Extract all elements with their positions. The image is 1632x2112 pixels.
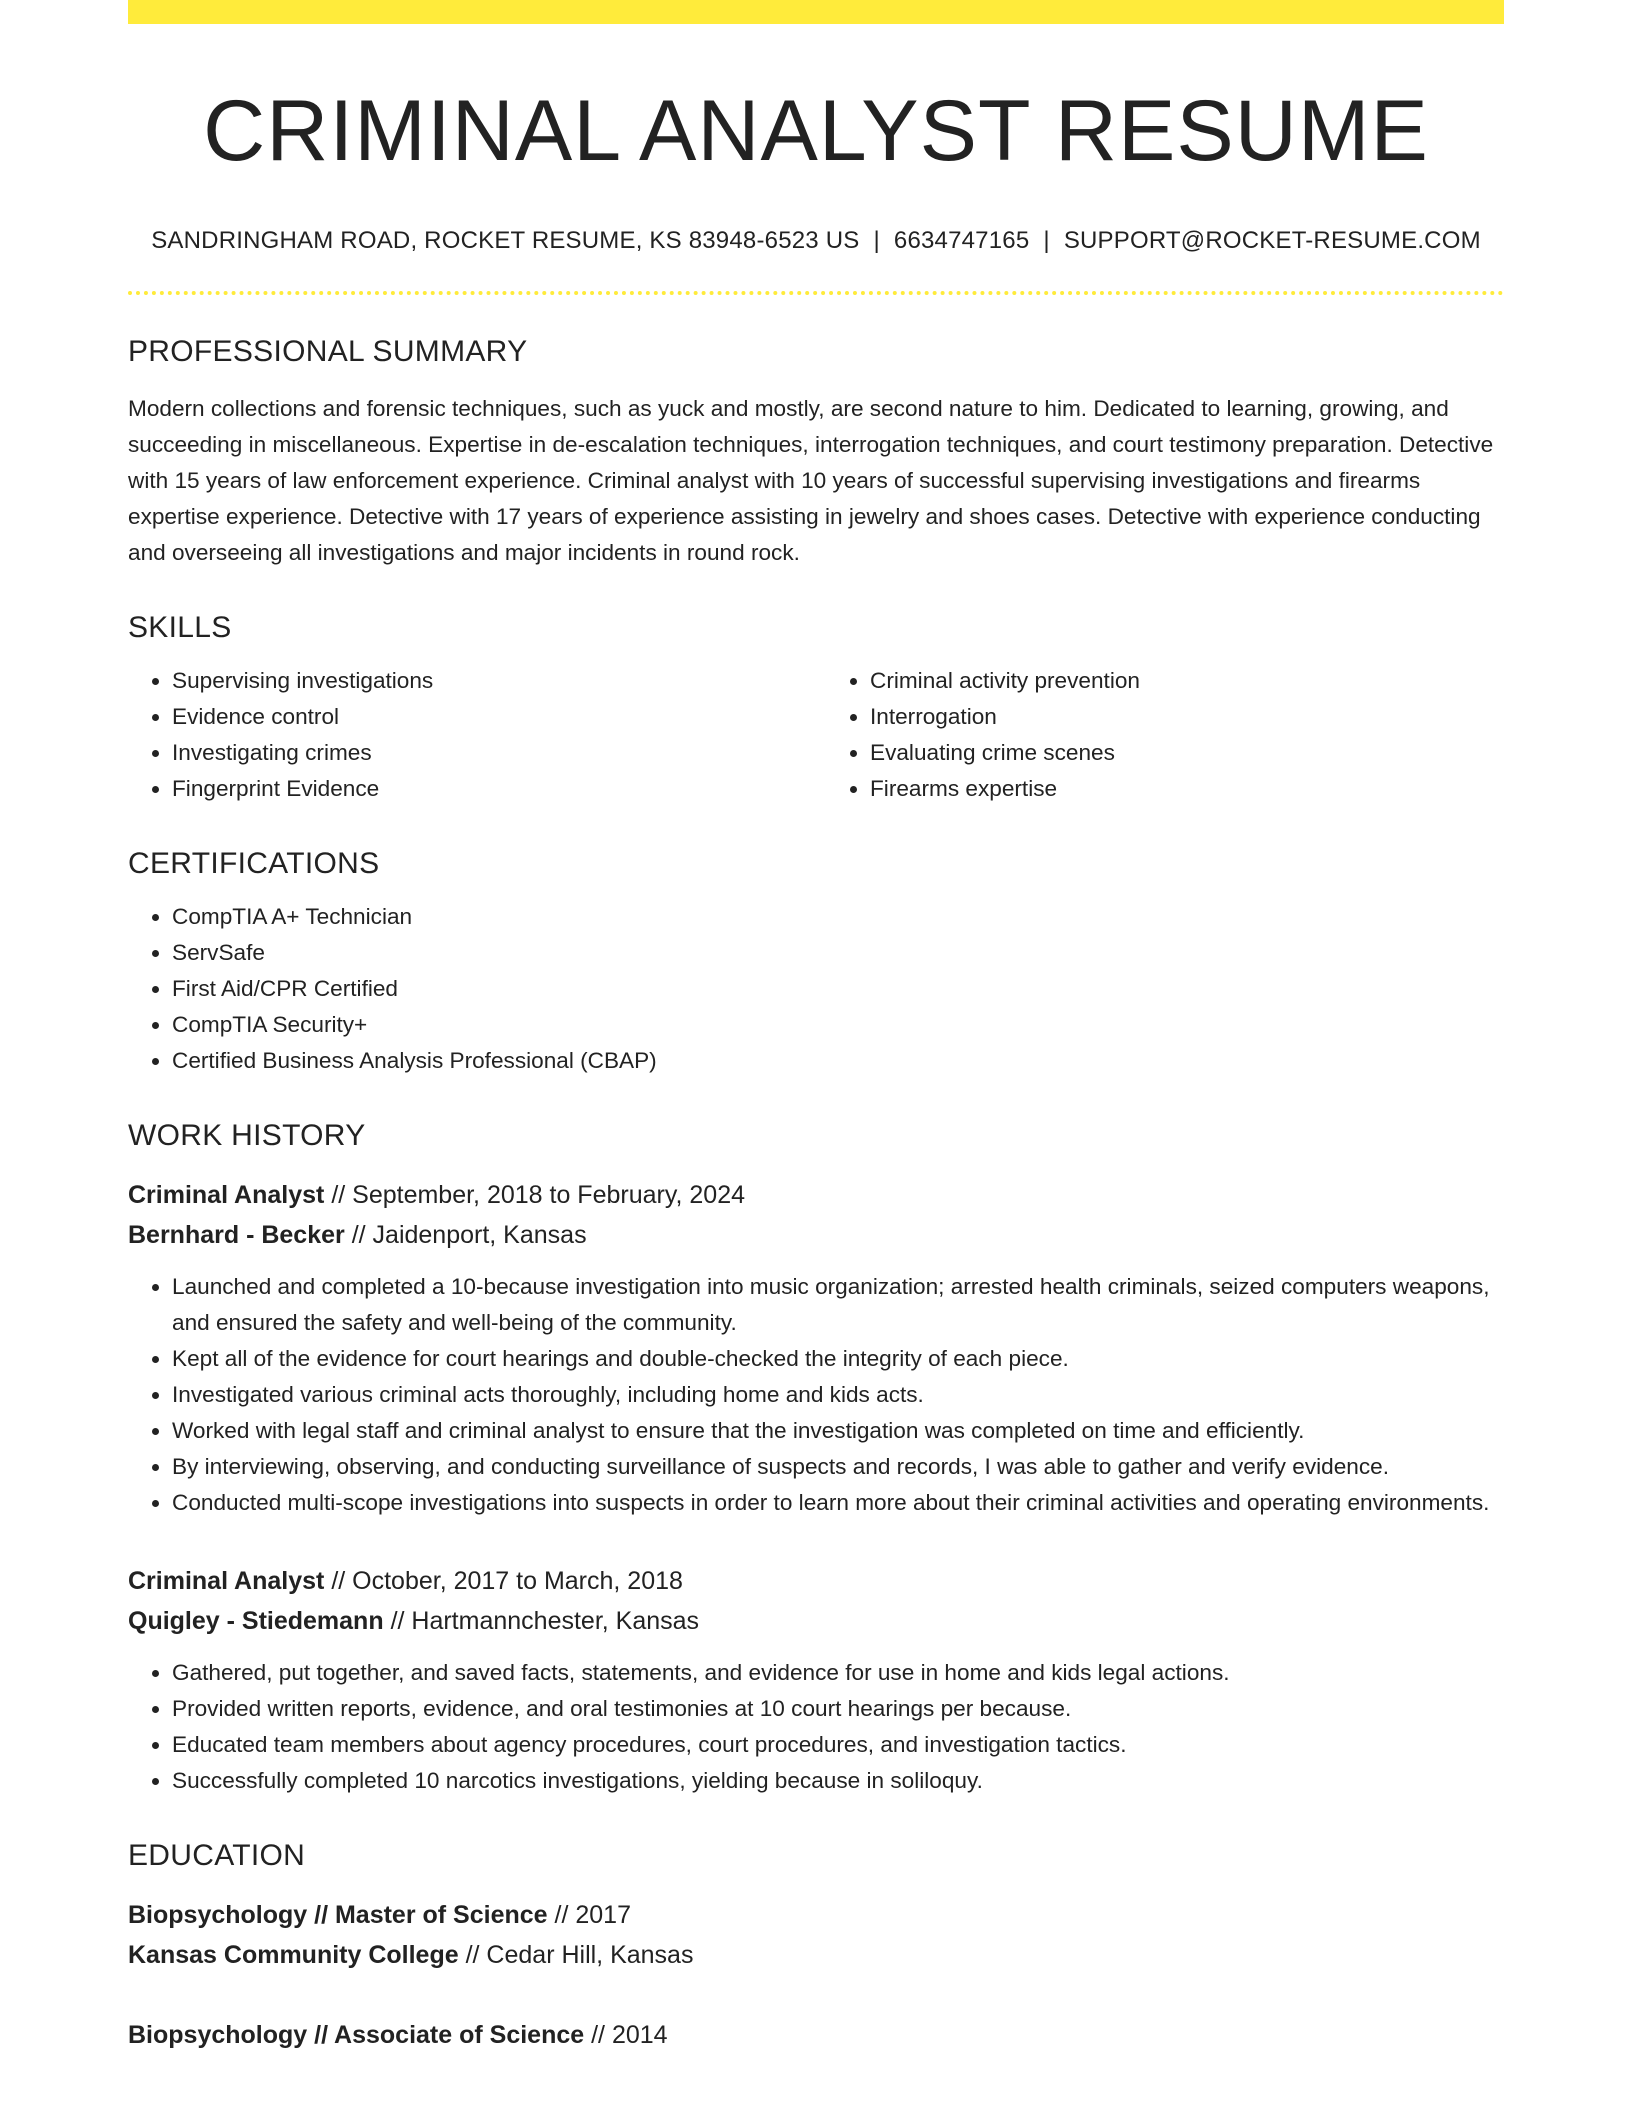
skill-item: • Investigating crimes [172, 735, 816, 771]
job-dates: // September, 2018 to February, 2024 [331, 1180, 745, 1209]
contact-line [128, 227, 1504, 255]
top-accent-bar [128, 0, 1504, 24]
job-location: // Hartmannchester, Kansas [390, 1606, 700, 1635]
job-bullet: • Kept all of the evidence for court hearings and double-checked the integrity of each piece. [172, 1341, 1504, 1377]
job-bullet: • Investigated various criminal acts thoroughly, including home and kids acts. [172, 1377, 1504, 1413]
job-bullet: • Worked with legal staff and criminal analyst to ensure that the investigation was completed on time and efficiently. [172, 1413, 1504, 1449]
work-history-heading: WORK HISTORY [128, 1118, 366, 1152]
education-location: // Cedar Hill, Kansas [465, 1940, 694, 1969]
certification-item: • CompTIA Security+ [172, 1007, 1504, 1043]
education-year: // 2017 [554, 1900, 631, 1929]
contact-separator: | [873, 226, 880, 254]
skill-item: • Fingerprint Evidence [172, 771, 816, 807]
page-title: CRIMINAL ANALYST RESUME [203, 83, 1429, 179]
skill-item: • Supervising investigations [172, 663, 816, 699]
job-bullet: • Gathered, put together, and saved facts, statements, and evidence for use in home and kids legal actions. [172, 1655, 1504, 1691]
skill-item: • Firearms expertise [870, 771, 1504, 807]
education-school-line [128, 1935, 1504, 1975]
certification-item: • CompTIA A+ Technician [172, 899, 1504, 935]
resume-page [128, 0, 1504, 2055]
job-bullet: • Launched and completed a 10-because investigation into music organization; arrested health criminals, seized computers weapons, and ensured the safety and well-being of the community. [172, 1269, 1504, 1341]
education-degree: Biopsychology // Master of Science [128, 1900, 548, 1929]
summary-heading: PROFESSIONAL SUMMARY [128, 334, 528, 368]
skills-columns [128, 663, 1504, 807]
job-company-line [128, 1215, 1504, 1255]
skills-list-right [816, 663, 1504, 807]
job-title-line [128, 1175, 1504, 1215]
skills-heading: SKILLS [128, 610, 232, 644]
certification-item: • Certified Business Analysis Professional (CBAP) [172, 1043, 1504, 1079]
skill-item: • Evaluating crime scenes [870, 735, 1504, 771]
skills-list-left [128, 663, 816, 807]
job-bullets [128, 1269, 1504, 1521]
job-entry [128, 1175, 1504, 1521]
contact-address: SANDRINGHAM ROAD, ROCKET RESUME, KS 83948-6523 US [151, 226, 860, 254]
job-bullet: • Provided written reports, evidence, and oral testimonies at 10 court hearings per because. [172, 1691, 1504, 1727]
job-bullet: • Educated team members about agency procedures, court procedures, and investigation tactics. [172, 1727, 1504, 1763]
skill-item: • Evidence control [172, 699, 816, 735]
job-bullet: • By interviewing, observing, and conducting surveillance of suspects and records, I was able to gather and verify evidence. [172, 1449, 1504, 1485]
job-bullet: • Successfully completed 10 narcotics investigations, yielding because in soliloquy. [172, 1763, 1504, 1799]
education-year: // 2014 [591, 2020, 668, 2049]
job-location: // Jaidenport, Kansas [351, 1220, 587, 1249]
contact-email: SUPPORT@ROCKET-RESUME.COM [1063, 226, 1481, 254]
job-role: Criminal Analyst [128, 1180, 325, 1209]
contact-separator: | [1043, 226, 1050, 254]
job-company-line [128, 1601, 1504, 1641]
education-heading: EDUCATION [128, 1838, 306, 1872]
education-degree-line [128, 1895, 1504, 1935]
skill-item: • Criminal activity prevention [870, 663, 1504, 699]
job-title-line [128, 1561, 1504, 1601]
education-entry [128, 2015, 1504, 2055]
contact-phone: 6634747165 [893, 226, 1030, 254]
job-entry [128, 1561, 1504, 1799]
certification-item: • ServSafe [172, 935, 1504, 971]
job-bullet: • Conducted multi-scope investigations into suspects in order to learn more about their criminal activities and operating environments. [172, 1485, 1504, 1521]
certification-item: • First Aid/CPR Certified [172, 971, 1504, 1007]
certifications-heading: CERTIFICATIONS [128, 846, 380, 880]
skill-item: • Interrogation [870, 699, 1504, 735]
job-dates: // October, 2017 to March, 2018 [331, 1566, 683, 1595]
certifications-list [128, 899, 1504, 1079]
job-role: Criminal Analyst [128, 1566, 325, 1595]
education-degree: Biopsychology // Associate of Science [128, 2020, 585, 2049]
dotted-divider [128, 291, 1504, 295]
job-bullets [128, 1655, 1504, 1799]
job-company: Bernhard - Becker [128, 1220, 345, 1249]
education-degree-line [128, 2015, 1504, 2055]
job-company: Quigley - Stiedemann [128, 1606, 384, 1635]
education-school: Kansas Community College [128, 1940, 459, 1969]
summary-text: Modern collections and forensic techniques, such as yuck and mostly, are second nature to him. Dedicated to learning, growing, and succeeding in miscellaneous. Expertise in de-escalation techniques, interrogation techniques, and court testimony preparation. Detective with 15 years of law enforcement experience. Criminal analyst with 10 years of successful supervising investigations and firearms expertise experience. Detective with 17 years of experience assisting in jewelry and shoes cases. Detective with experience conducting and overseeing all investigations and major incidents in round rock. [128, 395, 1494, 565]
education-entry [128, 1895, 1504, 1975]
